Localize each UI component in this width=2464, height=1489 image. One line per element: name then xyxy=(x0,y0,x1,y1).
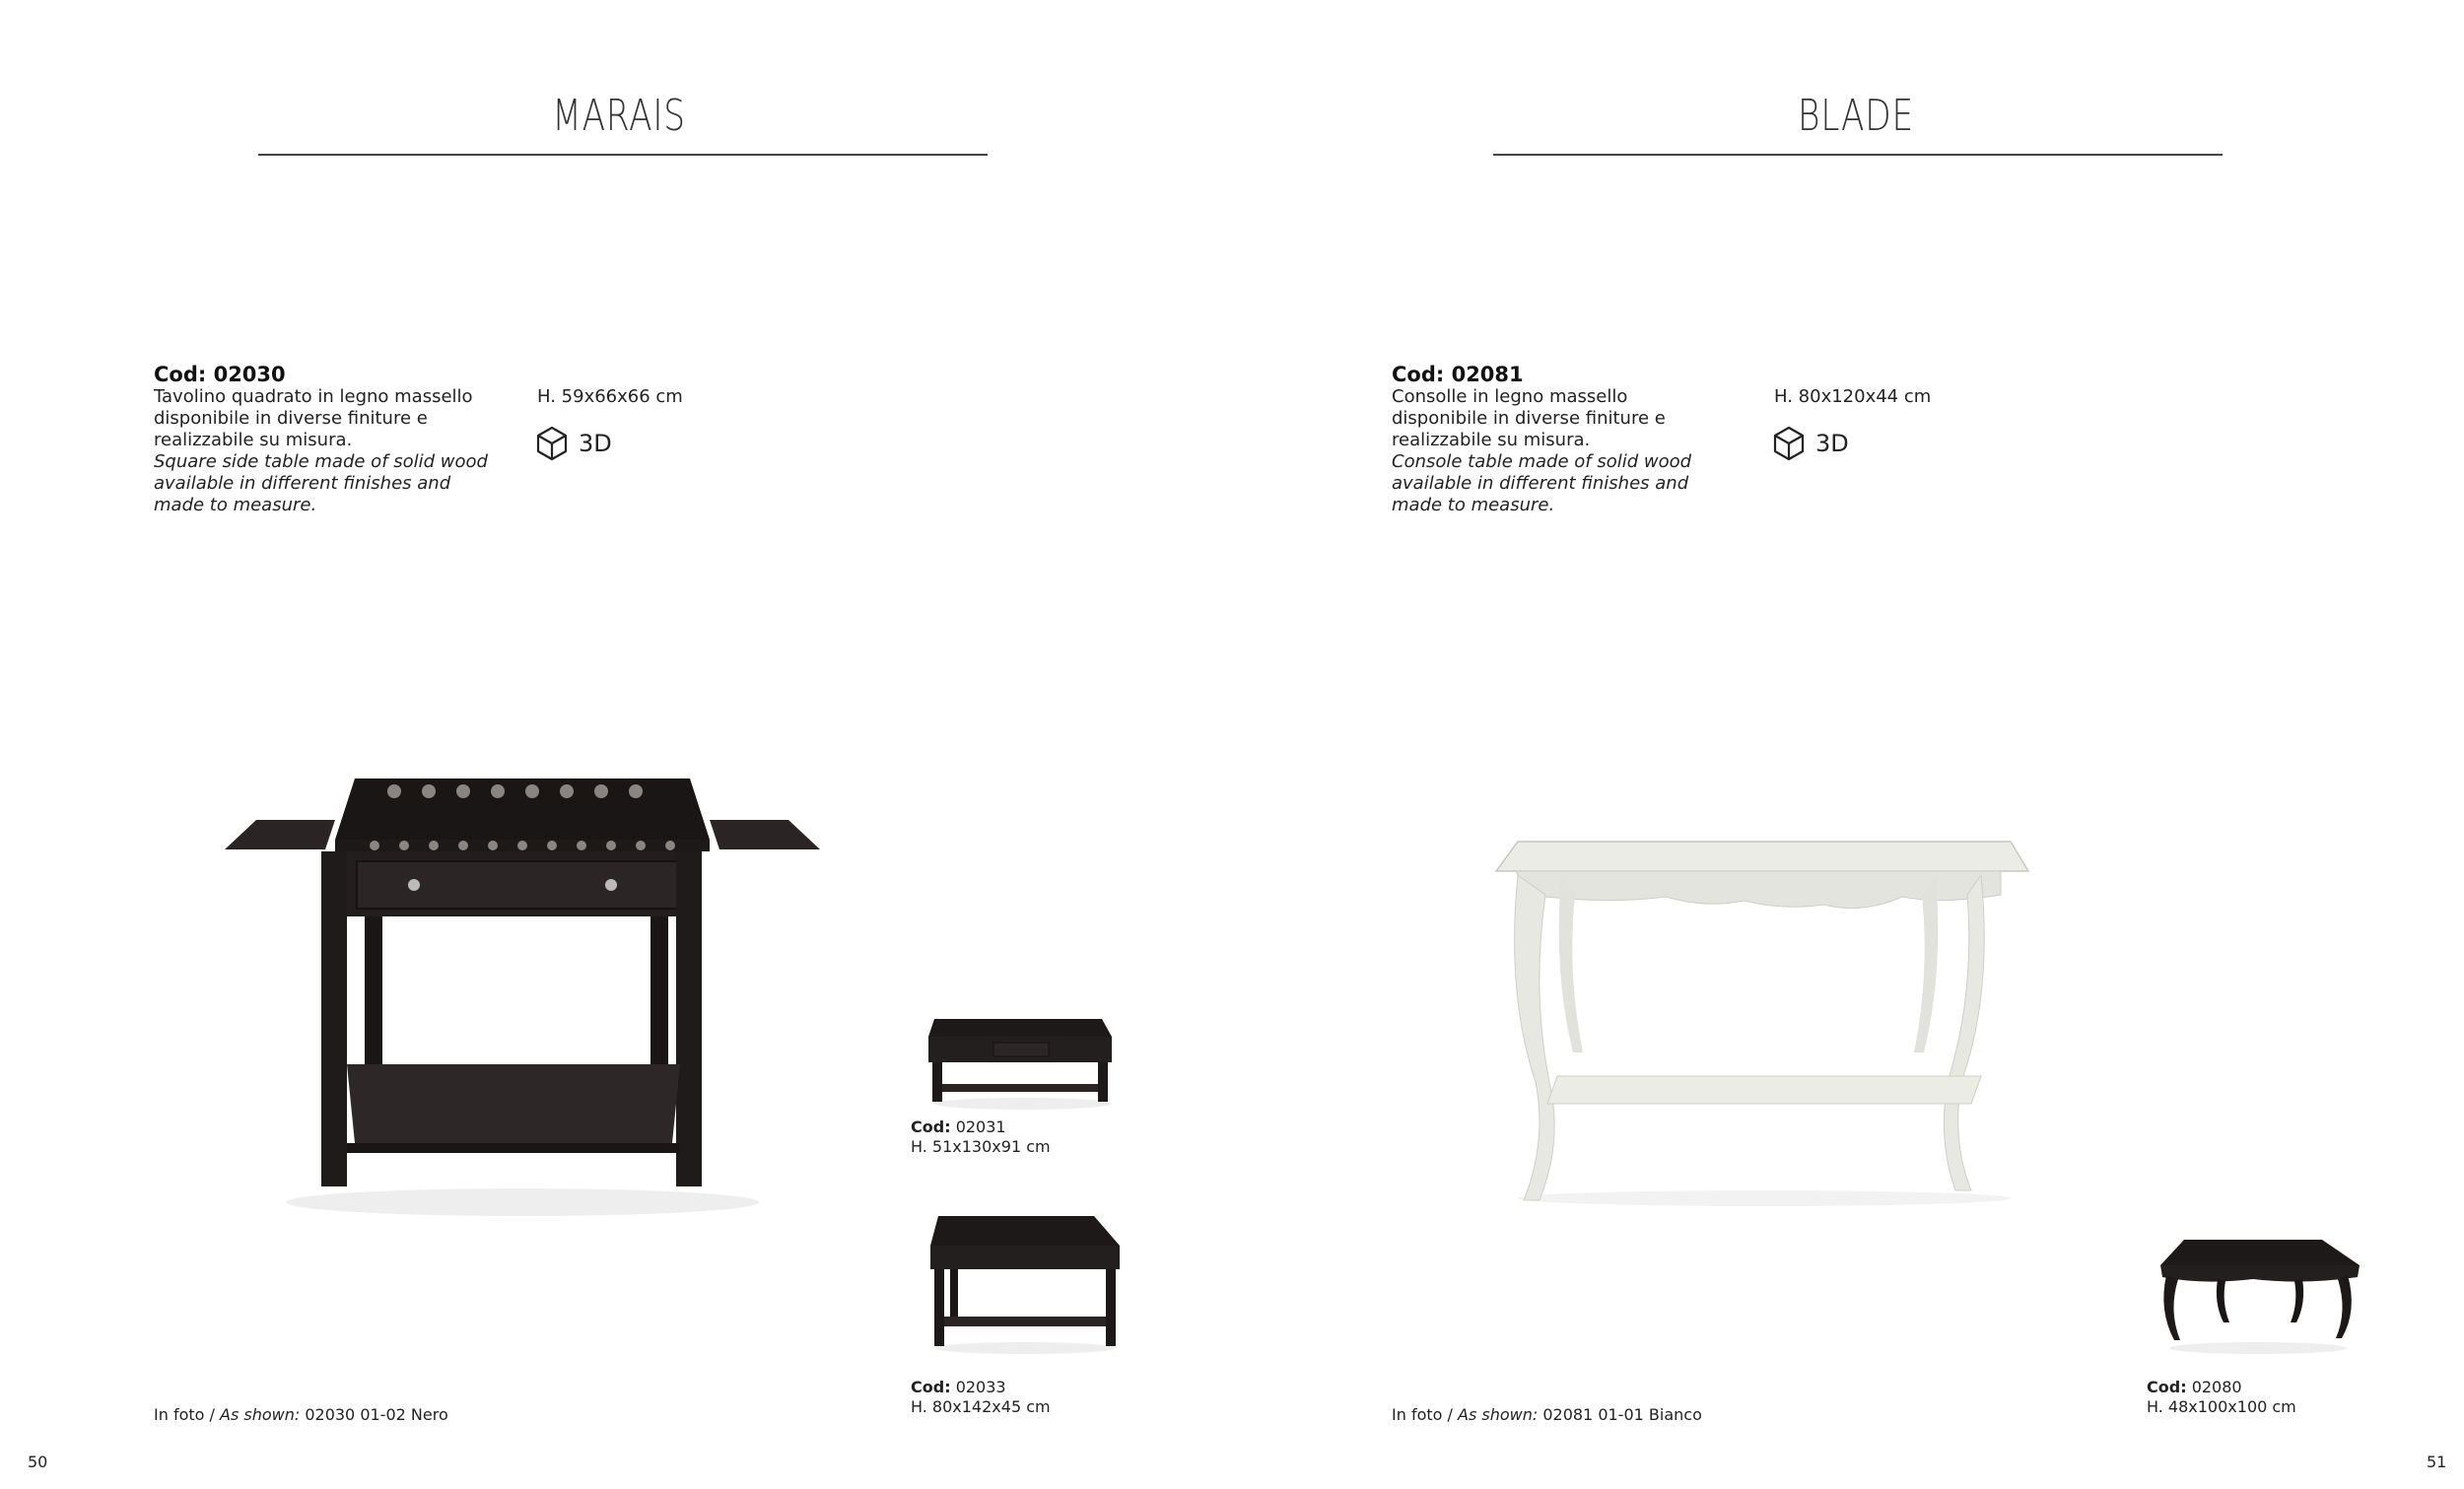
variant-dimensions: H. 48x100x100 cm xyxy=(2147,1397,2296,1416)
cube-icon xyxy=(535,426,569,461)
blade-console-image xyxy=(1488,836,2040,1210)
title-rule-right xyxy=(1493,154,2223,156)
product-dimensions-left: H. 59x66x66 cm xyxy=(537,386,683,407)
product-dimensions-right: H. 80x120x44 cm xyxy=(1774,386,1932,407)
variant-code: 02080 xyxy=(2191,1378,2242,1396)
photo-caption-left xyxy=(154,1405,448,1424)
variant-code: 02031 xyxy=(955,1117,1006,1136)
product-code-left: Cod: 02030 xyxy=(154,363,286,386)
caption-prefix: In foto / xyxy=(154,1405,220,1424)
variant-code-label: Cod: xyxy=(911,1378,951,1396)
3d-badge-left[interactable] xyxy=(535,426,612,461)
3d-label: 3D xyxy=(579,430,612,457)
3d-label: 3D xyxy=(1815,430,1849,457)
variant-dimensions: H. 80x142x45 cm xyxy=(911,1397,1051,1416)
variant-02080-info xyxy=(2147,1378,2296,1417)
variant-code: 02033 xyxy=(955,1378,1006,1396)
caption-value: 02081 01-01 Bianco xyxy=(1538,1405,1702,1424)
page-number-right: 51 xyxy=(2427,1453,2447,1471)
description-english: Console table made of solid wood available in different finishes and made to measure. xyxy=(1392,451,1692,515)
3d-badge-right[interactable] xyxy=(1772,426,1849,461)
title-rule-left xyxy=(258,154,988,156)
description-italian: Consolle in legno massello disponibile in diverse finiture e realizzabile su misura. xyxy=(1392,386,1666,450)
description-english: Square side table made of solid wood available in different finishes and made to measure. xyxy=(154,451,488,515)
marais-side-table-image xyxy=(217,769,828,1222)
cube-icon xyxy=(1772,426,1806,461)
caption-prefix: In foto / xyxy=(1392,1405,1458,1424)
photo-caption-right xyxy=(1392,1405,1702,1424)
product-code-right: Cod: 02081 xyxy=(1392,363,1524,386)
caption-italic: As shown: xyxy=(1458,1405,1539,1424)
page-title-left: MARAIS xyxy=(552,91,686,141)
variant-02033-info xyxy=(911,1378,1051,1417)
variant-02031-info xyxy=(911,1117,1051,1157)
variant-dimensions: H. 51x130x91 cm xyxy=(911,1137,1051,1156)
page-title-right: BLADE xyxy=(1798,91,1914,141)
variant-02031-image xyxy=(924,1007,1122,1114)
product-description-right xyxy=(1392,386,1727,516)
caption-italic: As shown: xyxy=(220,1405,301,1424)
variant-code-label: Cod: xyxy=(2147,1378,2187,1396)
page-number-left: 50 xyxy=(28,1453,48,1471)
variant-02033-image xyxy=(926,1210,1124,1358)
variant-02080-image xyxy=(2155,1232,2361,1356)
caption-value: 02030 01-02 Nero xyxy=(300,1405,448,1424)
product-description-left xyxy=(154,386,489,516)
description-italian: Tavolino quadrato in legno massello disponibile in diverse finiture e realizzabile su misura. xyxy=(154,386,473,450)
variant-code-label: Cod: xyxy=(911,1117,951,1136)
